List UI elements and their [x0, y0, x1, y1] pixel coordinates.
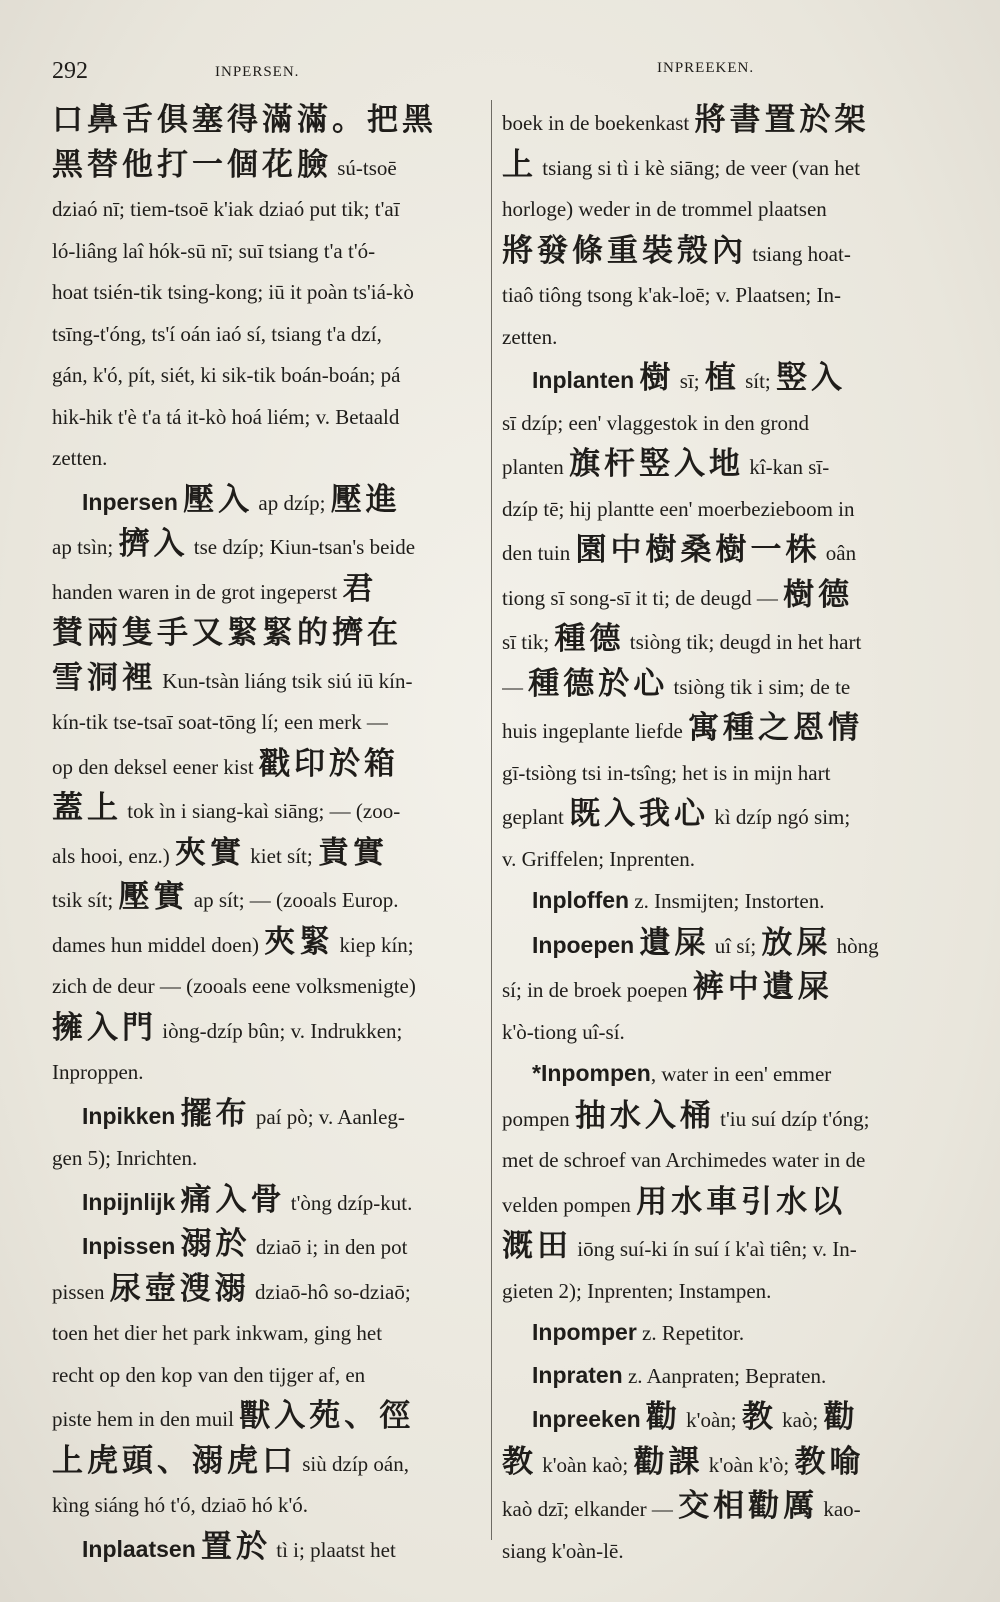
text-line: pissen 尿壺溲溺 dziaō-hô so-dziaō;: [52, 1270, 411, 1307]
text-line: tiong sī song-sī it ti; de deugd — 樹德: [502, 576, 854, 613]
text-line: toen het dier het park inkwam, ging het: [52, 1321, 383, 1345]
text-line: 口鼻舌俱塞得滿滿。把黑: [52, 102, 437, 138]
column-divider: [491, 100, 492, 1540]
text-line: Inpoepen 遺屎 uî sí; 放屎 hòng: [532, 924, 879, 961]
text-line: Inploffen z. Insmijten; Instorten.: [532, 887, 825, 913]
text-line: tsik sít; 壓實 ap sít; — (zooals Europ.: [52, 879, 399, 915]
text-line: ló-liâng laî hók-sū nī; suī tsiang t'a t'ó-: [52, 238, 376, 263]
text-line: 雪洞裡 Kun-tsàn liáng tsik siú iū kín-: [52, 659, 413, 696]
text-line: sī tik; 種德 tsiòng tik; deugd in het hart: [502, 621, 862, 657]
text-line: gán, k'ó, pít, siét, ki sik-tik boán-boán; pá: [52, 363, 401, 387]
text-line: — 種德於心 tsiòng tik i sim; de te: [502, 665, 851, 702]
right-running-title: INPREEKEN.: [657, 60, 755, 76]
text-line: kaò dzī; elkander — 交相勸厲 kao-: [502, 1488, 861, 1524]
text-line: 擁入門 iòng-dzíp bûn; v. Indrukken;: [52, 1009, 403, 1046]
text-line: hik-hik t'è t'a tá it-kò hoá liém; v. Betaald: [52, 404, 400, 429]
text-line: op den deksel eener kist 戳印於箱: [52, 745, 400, 782]
text-line: planten 旗杆竪入地 kî-kan sī-: [502, 446, 830, 482]
running-header: [0, 58, 1000, 88]
text-line: Inpijnlijk 痛入骨 t'òng dzíp-kut.: [82, 1181, 413, 1218]
text-line: hoat tsién-tik tsing-kong; iū it poàn ts'iá-kò: [52, 280, 414, 304]
text-line: zich de deur — (zooals eene volksmenigte): [52, 974, 416, 998]
text-line: zetten.: [502, 324, 558, 349]
text-line: Inplanten 樹 sī; 植 sít; 竪入: [532, 360, 847, 396]
text-line: recht op den kop van den tijger af, en: [52, 1362, 366, 1387]
text-line: piste hem in den muil 獸入苑、徑: [52, 1398, 415, 1434]
text-line: Inpersen 壓入 ap dzíp; 壓進: [82, 481, 401, 518]
text-line: ap tsìn; 擠入 tse dzíp; Kiun-tsan's beide: [52, 526, 416, 562]
text-line: Inpomper z. Repetitor.: [532, 1319, 745, 1345]
text-line: horloge) weder in de trommel plaatsen: [502, 197, 827, 221]
text-line: als hooi, enz.) 夾實 kiet sít; 責實: [52, 834, 388, 871]
text-line: kìng siáng hó t'ó, dziaō hó k'ó.: [52, 1493, 309, 1517]
text-line: Inpreeken 勸 k'oàn; 教 kaò; 勸: [532, 1399, 859, 1435]
right-column: [502, 100, 940, 1572]
text-line: sí; in de broek poepen 裤中遺屎: [502, 969, 833, 1005]
text-line: Inpikken 擺布 paí pò; v. Aanleg-: [82, 1095, 405, 1132]
text-line: kín-tik tse-tsaī soat-tōng lí; een merk —: [52, 710, 388, 734]
text-line: 賛兩隻手又緊緊的擠在: [52, 615, 402, 651]
text-line: k'ò-tiong uî-sí.: [502, 1019, 625, 1044]
text-line: gieten 2); Inprenten; Instampen.: [502, 1278, 772, 1303]
text-line: pompen 抽水入桶 t'iu suí dzíp t'óng;: [502, 1097, 870, 1134]
text-line: 溉田 iōng suí-ki ín suí í k'aì tiên; v. In-: [502, 1228, 857, 1264]
text-line: v. Griffelen; Inprenten.: [502, 846, 696, 871]
text-line: siang k'oàn-lē.: [502, 1538, 624, 1563]
text-line: dziaó nī; tiem-tsoē k'iak dziaó put tik; t'aī: [52, 197, 400, 221]
text-line: 上 tsiang si tì i kè siāng; de veer (van het: [502, 146, 861, 183]
text-line: geplant 既入我心 kì dzíp ngó sim;: [502, 796, 851, 832]
text-line: Inplaatsen 置於 tì i; plaatst het: [82, 1528, 396, 1565]
text-line: boek in de boekenkast 將書置於架: [502, 102, 870, 138]
text-line: tiaô tiông tsong k'ak-loē; v. Plaatsen; In-: [502, 283, 841, 307]
text-line: 黑替他打一個花臉 sú-tsoē: [52, 146, 397, 183]
left-column: [52, 100, 480, 1571]
text-line: *Inpompen, water in een' emmer: [532, 1060, 832, 1086]
text-line: dzíp tē; hij plantte een' moerbezieboom in: [502, 496, 855, 521]
text-line: 上虎頭、溺虎口 siù dzíp oán,: [52, 1442, 409, 1479]
text-line: met de schroef van Archimedes water in de: [502, 1148, 866, 1172]
text-line: huis ingeplante liefde 寓種之恩情: [502, 710, 864, 746]
text-line: 將發條重裝殼內 tsiang hoat-: [502, 232, 851, 269]
text-line: Inpraten z. Aanpraten; Bepraten.: [532, 1361, 827, 1388]
left-running-title: INPERSEN.: [215, 64, 300, 80]
text-line: den tuin 園中樹桑樹一株 oân: [502, 532, 857, 568]
text-line: 教 k'oàn kaò; 勸課 k'oàn k'ò; 教喻: [502, 1443, 865, 1480]
text-line: handen waren in de grot ingeperst 君: [52, 570, 378, 607]
text-line: tsīng-t'óng, ts'í oán iaó sí, tsiang t'a dzí,: [52, 321, 382, 346]
page-number: 292: [52, 58, 88, 84]
text-line: sī dzíp; een' vlaggestok in den grond: [502, 410, 810, 435]
text-line: 蓋上 tok ìn i siang-kaì siāng; — (zoo-: [52, 790, 401, 826]
text-line: Inproppen.: [52, 1060, 144, 1084]
text-line: gen 5); Inrichten.: [52, 1146, 198, 1170]
text-line: zetten.: [52, 446, 108, 470]
text-line: gī-tsiòng tsi in-tsîng; het is in mijn hart: [502, 760, 831, 785]
text-line: dames hun middel doen) 夾緊 kiep kín;: [52, 923, 414, 960]
text-line: velden pompen 用水車引水以: [502, 1183, 847, 1220]
text-line: Inpissen 溺於 dziaō i; in den pot: [82, 1226, 408, 1262]
